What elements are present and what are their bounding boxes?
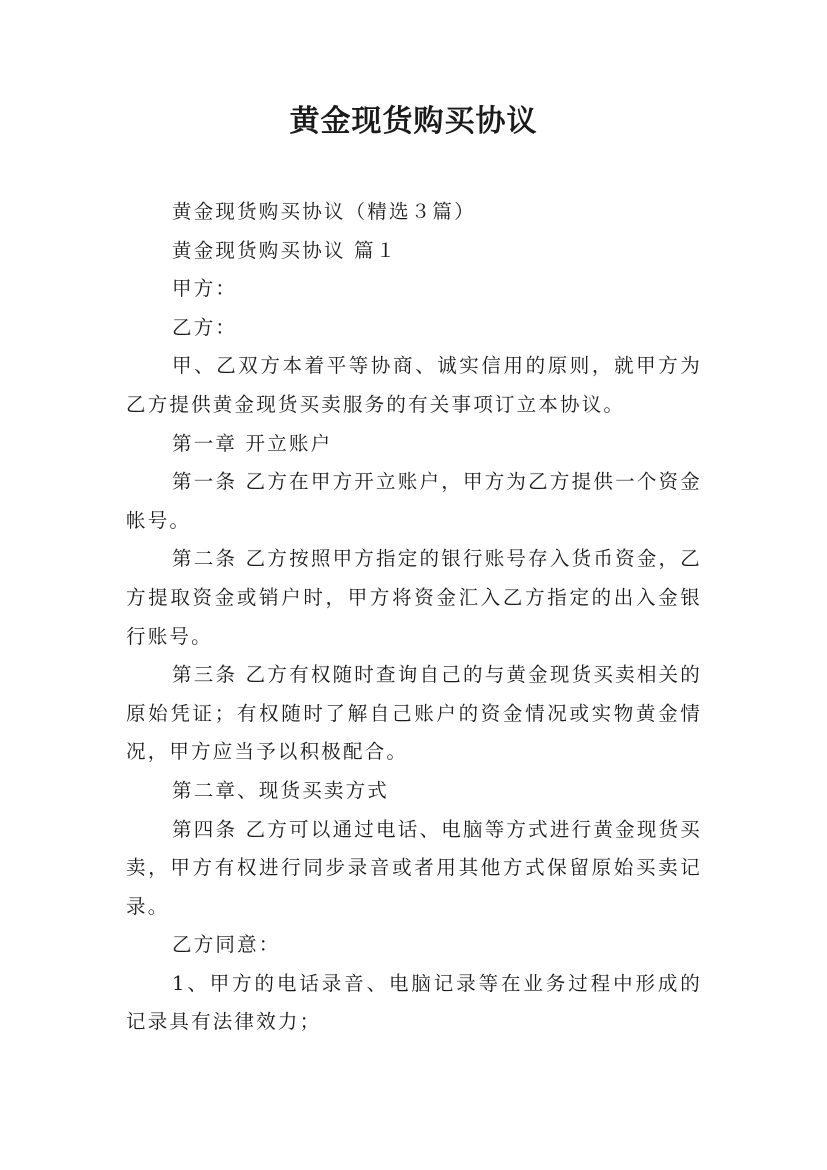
paragraph: 第一章 开立账户 (172, 431, 333, 455)
paragraph: 第二章、现货买卖方式 (172, 778, 390, 802)
paragraph: 黄金现货购买协议（精选３篇） (172, 200, 476, 223)
paragraph: 第二条 乙方按照甲方指定的银行账号存入货币资金，乙方提取资金或销户时，甲方将资金汇入乙方指定的出入金银行账号。 (126, 547, 702, 648)
paragraph: 乙方同意： (172, 933, 281, 957)
paragraph: 第三条 乙方有权随时查询自己的与黄金现货买卖相关的原始凭证；有权随时了解自己账户的资金情况或实物黄金情况，甲方应当予以积极配合。 (126, 663, 702, 764)
paragraph: 黄金现货购买协议 篇１ (172, 238, 398, 262)
paragraph: 第四条 乙方可以通过电话、电脑等方式进行黄金现货买卖，甲方有权进行同步录音或者用其他方式保留原始买卖记录。 (126, 817, 702, 918)
document-title: 黄金现货购买协议 (289, 104, 538, 139)
paragraph: 甲、乙双方本着平等协商、诚实信用的原则，就甲方为乙方提供黄金现货买卖服务的有关事项订立本协议。 (126, 354, 702, 416)
document-body (126, 193, 702, 1042)
paragraph: 第一条 乙方在甲方开立账户，甲方为乙方提供一个资金帐号。 (126, 470, 702, 532)
paragraph: 甲方： (172, 277, 238, 301)
paragraph: 1、甲方的电话录音、电脑记录等在业务过程中形成的记录具有法律效力； (126, 971, 702, 1034)
paragraph: 乙方： (172, 315, 238, 339)
